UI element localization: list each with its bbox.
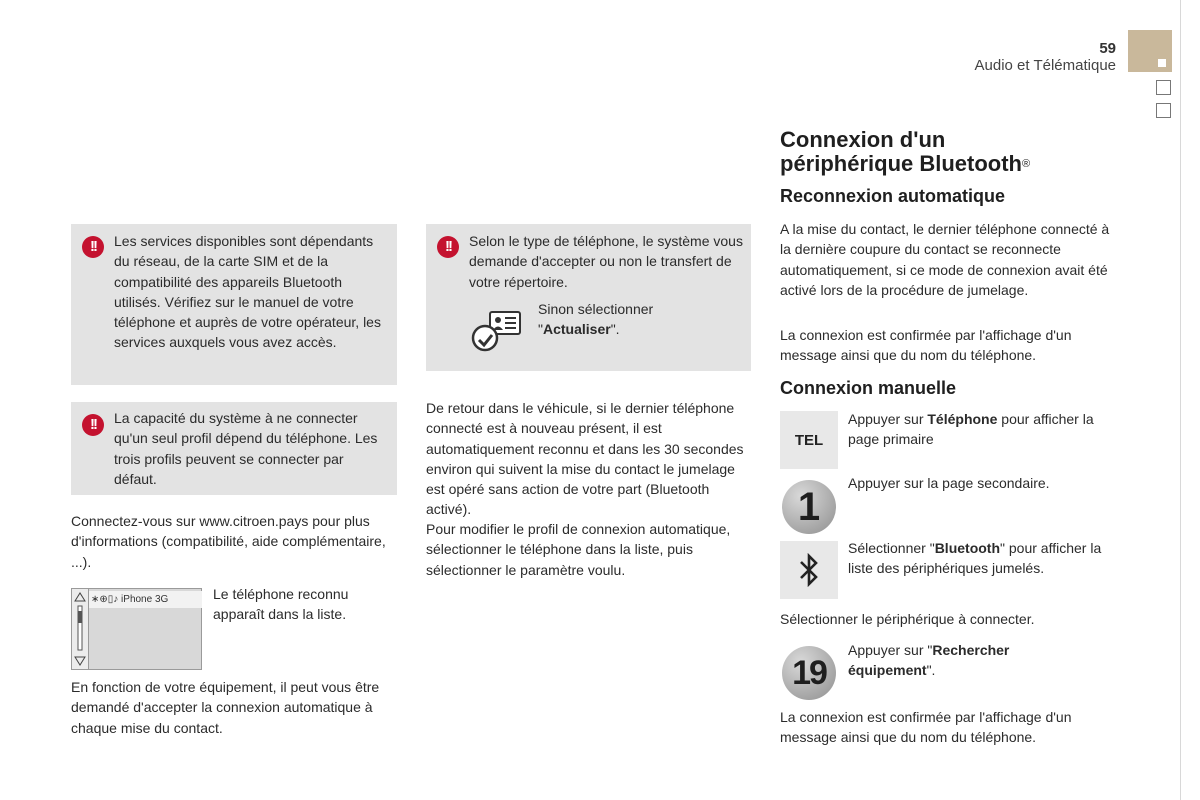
- device-status-icons: ∗⊕▯♪: [91, 594, 119, 605]
- warning-icon: !!: [82, 414, 104, 436]
- page-number: 59: [1099, 40, 1116, 57]
- return-paragraph: De retour dans le véhicule, si le dernier téléphone connecté est à nouveau présent, il est automatiquement reconnu et dans les 30 secondes environ qui suivent la mise du contact le jumelage est opéré sans action de votre part (Bluetooth activé).: [426, 400, 744, 518]
- step-secondary-page-text: Appuyer sur la page secondaire.: [848, 475, 1050, 491]
- select-device-text: Sélectionner le périphérique à connecter.: [780, 611, 1035, 627]
- modify-profile-paragraph: Pour modifier le profil de connexion automatique, sélectionner le téléphone dans la liste, puis sélectionner le paramètre voulu.: [426, 521, 731, 578]
- warning-icon: !!: [437, 236, 459, 258]
- step-bluetooth-text: Sélectionner "Bluetooth" pour afficher la liste des périphériques jumelés.: [848, 540, 1102, 577]
- page-heading: Connexion d'un périphérique Bluetooth®: [780, 127, 1031, 176]
- auto-reconnect-paragraph: A la mise du contact, le dernier téléphone connecté à la dernière coupure du contact se reconnecte automatiquement, si ce mode de connexion avait été activé lors de la procédure de jumelage.: [780, 221, 1110, 298]
- final-confirm-paragraph: La connexion est confirmée par l'affichage d'un message ainsi que du nom du téléphone.: [780, 709, 1072, 746]
- number-one-button: 1: [782, 480, 836, 534]
- chapter-square-icon: [1156, 103, 1171, 118]
- warning-box-directory: [426, 224, 751, 371]
- subheading-manual-connection: Connexion manuelle: [780, 378, 957, 398]
- step-search-device-text: Appuyer sur "Rechercher équipement".: [848, 642, 1010, 679]
- tel-label: TEL: [794, 431, 824, 449]
- bluetooth-button: [780, 541, 838, 599]
- chapter-tab-marker-icon: [1158, 59, 1166, 67]
- bluetooth-icon: [796, 553, 822, 587]
- warning-text: Selon le type de téléphone, le système vous demande d'accepter ou non le transfert de votre répertoire.: [469, 233, 743, 290]
- list-item: [89, 591, 202, 608]
- warning-text: La capacité du système à ne connecter qu'un seul profil dépend du téléphone. Les trois profils peuvent se connecter par défaut.: [114, 410, 378, 487]
- step-telephone-text: Appuyer sur Téléphone pour afficher la page primaire: [848, 411, 1094, 448]
- page-edge-rule: [1180, 0, 1181, 800]
- auto-confirm-paragraph: La connexion est confirmée par l'affichage d'un message ainsi que du nom du téléphone.: [780, 327, 1072, 364]
- website-paragraph: Connectez-vous sur www.citroen.pays pour plus d'informations (compatibilité, aide complémentaire, ...).: [71, 513, 386, 570]
- device-name: iPhone 3G: [121, 594, 169, 605]
- section-title: Audio et Télématique: [974, 57, 1116, 74]
- update-instruction: Sinon sélectionner "Actualiser".: [538, 301, 654, 338]
- warning-text: Les services disponibles sont dépendants du réseau, de la carte SIM et de la compatibilité des appareils Bluetooth utilisés. Vérifiez sur le manuel de votre téléphone et auprès de votre opérateur, les services auxquels vous avez accès.: [114, 233, 381, 351]
- warning-box-profile: [71, 402, 397, 495]
- scroll-arrows-icon: [72, 589, 88, 669]
- accept-paragraph: En fonction de votre équipement, il peut vous être demandé d'accepter la connexion automatique à chaque mise du contact.: [71, 679, 380, 736]
- recognized-caption: Le téléphone reconnu apparaît dans la liste.: [213, 586, 349, 623]
- subheading-auto-reconnect: Reconnexion automatique: [780, 186, 1006, 206]
- warning-box-services: [71, 224, 397, 385]
- update-contacts-icon: [470, 310, 524, 354]
- warning-icon: !!: [82, 236, 104, 258]
- tel-button: [780, 411, 838, 469]
- scrollbar: [72, 589, 89, 669]
- phone-list-screen: [71, 588, 202, 670]
- chapter-square-icon: [1156, 80, 1171, 95]
- number-nineteen-button: 19: [782, 646, 836, 700]
